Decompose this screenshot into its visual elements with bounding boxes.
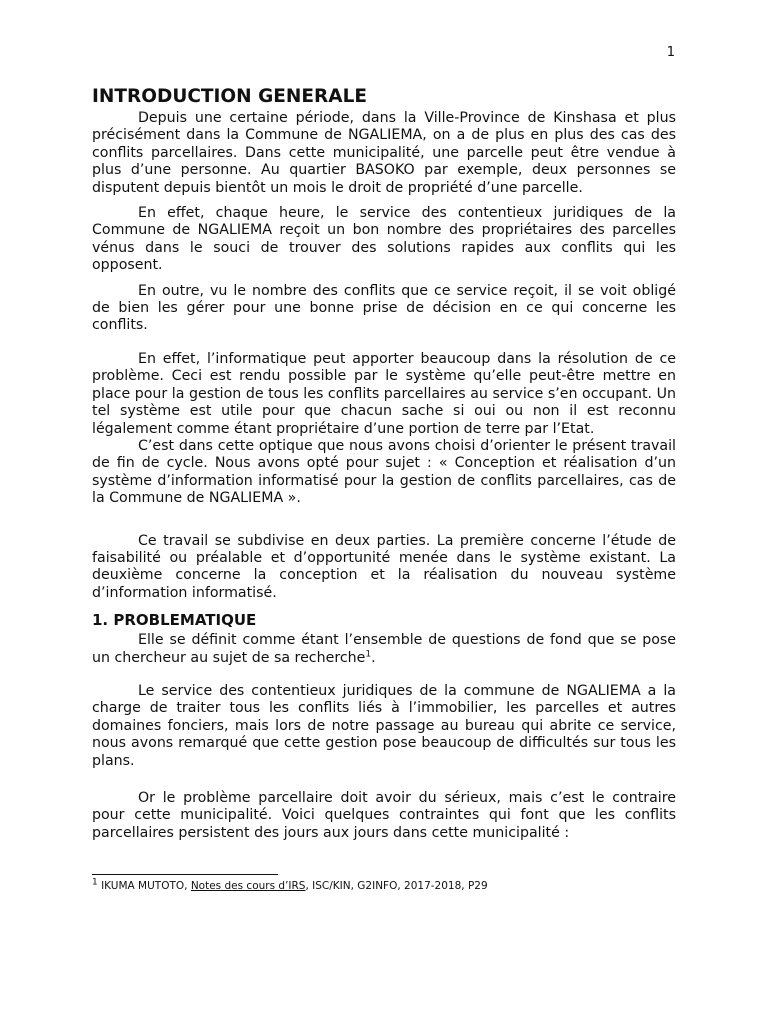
- footnote: [92, 877, 682, 893]
- footnote-reference[interactable]: 1: [365, 648, 372, 659]
- paragraph-intro-4: En effet, l’informatique peut apporter beaucoup dans la résolution de ce problème. Ceci est rendu possible par le système qu’elle peut-être mettre en place pour la gestion de tous les conflits parcellaires au service s’en occupant. Un tel système est utile pour que chacun sache si oui ou non il est reconnu légalement comme étant propriétaire d’une portion de terre par l’Etat.: [92, 350, 676, 437]
- paragraph-intro-2: En effet, chaque heure, le service des contentieux juridiques de la Commune de NGALIEMA reçoit un bon nombre des propriétaires des parcelles vénus dans le souci de trouver des solutions rapides aux conflits qui les opposent.: [92, 205, 676, 274]
- footnote-work-title: Notes des cours d’IRS: [190, 880, 306, 892]
- paragraph-problem-1-end: .: [371, 649, 376, 666]
- paragraph-problem-1-text: Elle se définit comme étant l’ensemble de questions de fond que se pose un chercheur au sujet de sa recherche: [92, 632, 676, 666]
- footnote-marker: 1: [92, 877, 98, 888]
- chapter-title: INTRODUCTION GENERALE: [92, 86, 367, 107]
- paragraph-intro-1: Depuis une certaine période, dans la Ville-Province de Kinshasa et plus précisément dans la Commune de NGALIEMA, on a de plus en plus des cas des conflits parcellaires. Dans cette municipalité, une parcelle peut être vendue à plus d’une personne. Au quartier BASOKO par exemple, deux personnes se disputent depuis bientôt un mois le droit de propriété d’une parcelle.: [92, 110, 676, 196]
- footnote-author: IKUMA MUTOTO,: [101, 880, 191, 892]
- footnote-separator: [92, 874, 278, 875]
- paragraph-intro-5: C’est dans cette optique que nous avons choisi d’orienter le présent travail de fin de cycle. Nous avons opté pour sujet : « Conception et réalisation d’un système d’information informatisé pour la gestion de conflits parcellaires, cas de la Commune de NGALIEMA ».: [92, 437, 676, 507]
- page-content: [92, 86, 676, 842]
- paragraph-intro-6: Ce travail se subdivise en deux parties. La première concerne l’étude de faisabilité ou préalable et d’opportunité menée dans le système existant. La deuxième concerne la conception et la réalisation du nouveau système d’information informatisé.: [92, 532, 676, 601]
- section-heading: 1. PROBLEMATIQUE: [92, 611, 257, 630]
- page-number: 1: [666, 45, 675, 60]
- paragraph-intro-3: En outre, vu le nombre des conflits que ce service reçoit, il se voit obligé de bien les gérer pour une bonne prise de décision en ce qui concerne les conflits.: [92, 282, 676, 334]
- paragraph-problem-1: [92, 632, 676, 667]
- footnote-details: , ISC/KIN, G2INFO, 2017-2018, P29: [305, 880, 488, 892]
- paragraph-problem-3: Or le problème parcellaire doit avoir du sérieux, mais c’est le contraire pour cette municipalité. Voici quelques contraintes qui font que les conflits parcellaires persistent des jours aux jours dans cette municipalité :: [92, 790, 676, 841]
- paragraph-problem-2: Le service des contentieux juridiques de la commune de NGALIEMA a la charge de traiter tous les conflits liés à l’immobilier, les parcelles et autres domaines fonciers, mais lors de notre passage au bureau qui abrite ce service, nous avons remarqué que cette gestion pose beaucoup de difficultés sur tous les plans.: [92, 682, 676, 769]
